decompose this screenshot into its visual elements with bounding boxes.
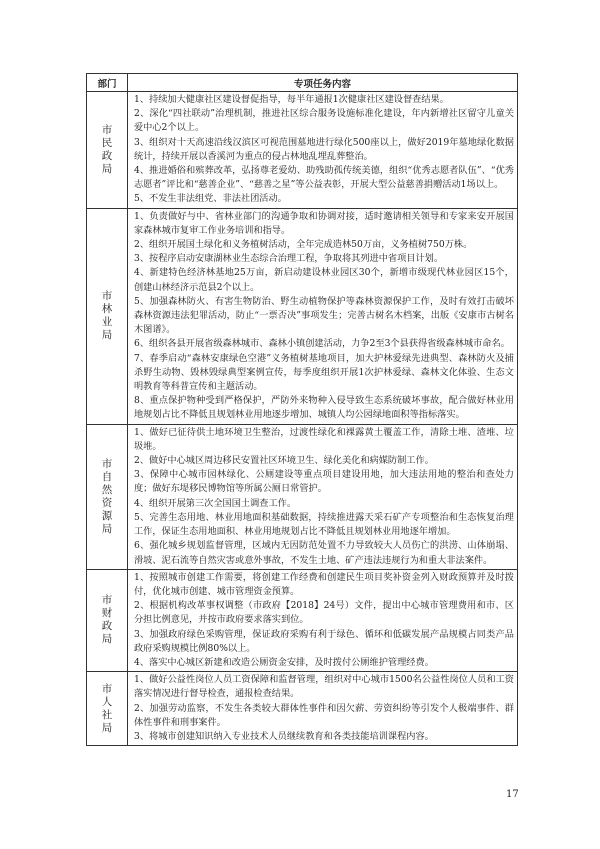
table-row [87,92,518,209]
table-row [87,208,518,424]
table-row [87,424,518,569]
dept-name: 市自然资源局 [101,457,113,535]
task-table [86,73,518,746]
task-item: 4、推进婚俗和殡葬改革，弘扬尊老爱幼、助残助孤传统美德，组织“优秀志愿者队伍”、“优秀志愿者”评比和“慈善企业”、“慈善之星”等公益表彰，开展大型公益慈善捐赠活动1场以上。 [134,165,514,191]
task-item: 1、负责做好与中、省林业部门的沟通争取和协调对接，适时邀请相关领导和专家来安开展国家森林城市复审工作业务培训和指导。 [134,210,514,236]
dept-cell [87,208,128,424]
task-item: 5、加强森林防火、有害生物防治、野生动植物保护等森林资源保护工作，及时有效打击破坏森林资源违法犯罪活动，防止“一票否决”事项发生；完善古树名木档案，出版《安康市古树名木图谱》。 [134,295,514,336]
task-item: 1、做好公益性岗位人员工资保障和监督管理，组织对中心城市1500名公益性岗位人员和工资落实情况进行督导检查，通报检查结果。 [134,674,514,700]
dept-cell [87,424,128,569]
table-row [87,672,518,746]
task-item: 6、强化城乡规划监督管理，区域内无因防范处置不力导致较大人员伤亡的洪涝、山体崩塌、滑坡、泥石流等自然灾害或意外事故，不发生土地、矿产违法违规行为和重大非法案件。 [134,540,514,566]
task-item: 3、加强政府绿色采购管理，保证政府采购有利于绿色、循环和低碳发展产品规模占同类产品政府采购规模比例80%以上。 [134,628,514,654]
task-item: 6、组织各县开展省级森林城市、森林小镇创建活动，力争2至3个县获得省级森林城市命名。 [134,338,510,350]
task-item: 5、完善生态用地、林业用地面积基础数据，持续推进露天采石矿产专项整治和生态恢复治理工作，保证生态用地面积、林业用地规划占比不降低且规划林业用地逐年增加。 [134,511,514,538]
task-item: 2、根据机构改革事权调整（市政府【2018】24号）文件，提出中心城市管理费用和市、区分担比例意见，并按市政府要求落实到位。 [134,600,514,626]
dept-cell [87,92,128,209]
page-number: 17 [506,789,519,800]
task-item: 7、春季启动“森林安康绿色空港”义务植树基地项目，加大护林爱绿先进典型、森林防火及捕杀野生动物、毁林毁绿典型案例宣传，每季度组织开展1次护林爱绿、森林文化体验、生态文明教育等科普宣传和主题活动。 [134,352,514,393]
table-row [87,569,518,671]
tasks-cell [128,424,518,569]
dept-name: 市人社局 [101,682,113,734]
task-item: 2、组织开展国土绿化和义务植树活动，全年完成造林50万亩，义务植树750万株。 [134,239,473,251]
task-item: 2、加强劳动监察，不发生各类较大群体性事件和因欠薪、劳资纠纷等引发个人极端事件、群体性事件和刑事案件。 [134,702,514,728]
task-item: 3、组织对十天高速沿线汉滨区可视范围墓地进行绿化500座以上，做好2019年墓地绿化数据统计，持续开展以香溪河为重点的侵占林地乱埋乱葬整治。 [134,136,514,162]
task-item: 4、新建特色经济林基地25万亩，新启动建设林业园区30个，新增市级现代林业园区15个，创建山林经济示范县2个以上。 [134,267,514,293]
task-item: 1、持续加大健康社区建设督促指导，每半年通报1次健康社区建设督查结果。 [134,94,449,105]
task-item: 3、保障中心城市园林绿化、公厕建设等重点项目建设用地，加大违法用地的整治和查处力度；做好东堤移民博物馆等所属公厕日常管护。 [134,469,514,495]
dept-name: 市林业局 [101,290,113,342]
dept-cell [87,569,128,671]
task-item: 4、落实中心城区新建和改造公厕资金安排，及时拨付公厕维护管理经费。 [134,656,434,668]
dept-name: 市民政局 [101,123,113,175]
task-item: 3、将城市创建知识纳入专业技术人员继续教育和各类技能培训课程内容。 [134,730,434,742]
dept-cell [87,672,128,746]
task-item: 4、组织开展第三次全国国土调查工作。 [134,497,297,509]
table-header-row [87,74,518,92]
task-item: 5、不发生非法组党、非法社团活动。 [134,193,287,205]
tasks-cell [128,569,518,671]
tasks-cell [128,208,518,424]
tasks-cell [128,92,518,209]
tasks-cell [128,672,518,746]
task-item: 1、按照城市创建工作需要，将创建工作经费和创建民生项目奖补资金列入财政预算并及时拨付，优化城市创建、城市管理资金预算。 [134,571,514,597]
task-item: 2、做好中心城区周边移民安置社区环境卫生、绿化美化和病媒防制工作。 [134,455,434,467]
task-item: 3、按程序启动安康湖林业生态综合治理工程，争取将其列进中省项目计划。 [134,253,444,265]
header-dept: 部门 [87,74,128,92]
header-content: 专项任务内容 [128,74,518,92]
task-item: 8、重点保护物种受到严格保护，严防外来物种入侵导致生态系统破坏事故，配合做好林业用地规划占比不降低且规划林业用地逐步增加、城镇人均公园绿地面积等指标落实。 [134,395,514,421]
dept-name: 市财政局 [101,594,113,646]
task-item: 1、做好已征待供土地环境卫生整治，过渡性绿化和裸露黄土覆盖工作，清除土堆、渣堆、垃圾堆。 [134,426,514,452]
task-item: 2、深化“四社联动”治理机制，推进社区综合服务设施标准化建设，年内新增社区留守儿童关爱中心2个以上。 [134,108,514,134]
